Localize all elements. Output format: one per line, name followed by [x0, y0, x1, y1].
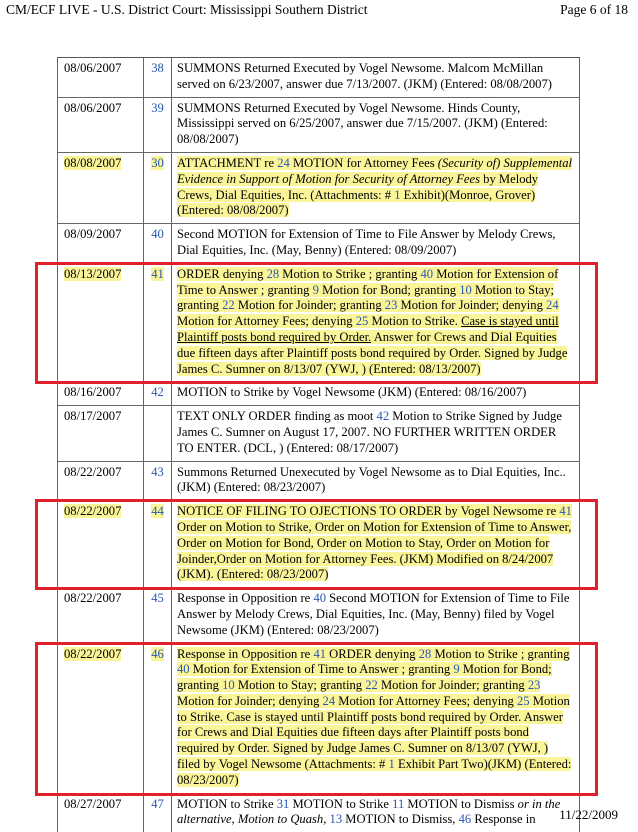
- entry-text-segment: Motion for Joinder; granting: [234, 298, 385, 313]
- docket-entry-boxed: [57, 644, 580, 794]
- entry-number-link[interactable]: 40: [144, 224, 172, 263]
- entry-text-segment: Motion for Joinder; denying: [177, 693, 323, 708]
- page-header-title: CM/ECF LIVE - U.S. District Court: Mississippi Southern District: [6, 2, 368, 17]
- entry-text-segment: Motion for Attorney Fees; denying: [177, 314, 356, 329]
- entry-date: 08/22/2007: [64, 646, 122, 661]
- docket-entry: [57, 382, 580, 406]
- entry-number-link[interactable]: 47: [144, 794, 172, 832]
- doc-link[interactable]: 9: [453, 662, 460, 677]
- entry-text-segment: Motion to Strike ; granting: [431, 646, 570, 661]
- entry-text-segment: Motion to Stay; granting: [234, 678, 366, 693]
- docket-entry: [57, 58, 580, 98]
- page-number: Page 6 of 18: [560, 2, 628, 17]
- entry-text: Summons Returned Unexecuted by Vogel Newsome as to Dial Equities, Inc.. (JKM) (Entered: 08/23/2007): [177, 464, 566, 495]
- entry-date: 08/22/2007: [58, 588, 144, 642]
- entry-text-segment: ORDER denying: [326, 646, 419, 661]
- doc-link[interactable]: 22: [222, 298, 235, 313]
- docket-entry: [57, 588, 580, 643]
- entry-text-segment: Exhibit Part Two)(JKM) (Entered: 08/23/2007): [177, 757, 572, 787]
- docket-entry-boxed: [57, 501, 580, 588]
- entry-text-segment: Motion for Bond; granting: [177, 662, 552, 693]
- entry-text-segment: Response in Opposition re: [177, 646, 314, 661]
- entry-text-segment: Motion to Strike.: [368, 314, 462, 329]
- entry-number-link[interactable]: 42: [144, 382, 172, 405]
- doc-link[interactable]: 11: [392, 796, 405, 811]
- entry-text: SUMMONS Returned Executed by Vogel Newsome. Hinds County, Mississippi served on 6/25/2007, answer due 7/15/2007. (JKM) (Entered: 08/08/2007): [177, 100, 548, 147]
- doc-link[interactable]: 24: [322, 693, 336, 708]
- doc-link[interactable]: 25: [517, 693, 530, 708]
- doc-link[interactable]: 40: [420, 266, 434, 281]
- docket-table: [57, 57, 580, 832]
- doc-link[interactable]: 22: [365, 678, 378, 693]
- doc-link[interactable]: 23: [384, 298, 398, 313]
- entry-number-link[interactable]: 38: [144, 58, 172, 97]
- doc-link[interactable]: 24: [546, 298, 559, 313]
- docket-entry: [57, 406, 580, 461]
- entry-text-segment: Motion to Strike ; granting: [279, 266, 421, 281]
- doc-link[interactable]: 9: [312, 282, 319, 297]
- doc-link[interactable]: 40: [177, 662, 190, 677]
- entry-date: 08/22/2007: [64, 504, 122, 519]
- doc-link[interactable]: 1: [388, 757, 395, 772]
- doc-link[interactable]: 31: [276, 796, 290, 811]
- entry-date: 08/17/2007: [58, 406, 144, 460]
- entry-text: ATTACHMENT re 24 MOTION for Attorney Fees (Security of) Supplemental Evidence in Support of Motion for Security of Attorney Fees by Melody Crews, Dial Equities, Inc. (Attachments: # 1 Exhibit)(Monroe, Grover) (Entered: 08/08/2007): [177, 155, 573, 218]
- docket-entry: [57, 153, 580, 224]
- doc-link[interactable]: 23: [527, 678, 541, 693]
- doc-link[interactable]: 41: [559, 504, 572, 519]
- doc-link[interactable]: 40: [313, 591, 327, 606]
- entry-text: MOTION to Strike 31 MOTION to Strike 11 MOTION to Dismiss or in the alternative, Motion to Quash, 13 MOTION to Dismiss, 46 Response in: [177, 796, 561, 827]
- doc-link[interactable]: 24: [277, 155, 290, 170]
- entry-text: SUMMONS Returned Executed by Vogel Newsome. Malcom McMillan served on 6/23/2007, answer due 7/13/2007. (JKM) (Entered: 08/08/2007): [177, 61, 552, 91]
- entry-text: ORDER denying 28 Motion to Strike ; granting 40 Motion for Extension of Time to Answer ; granting 9 Motion for Bond; granting 10 Motion to Stay; granting 22 Motion for Joinder; granting 23 Motion for Joinder; denying 24 Motion for Attorney Fees; denying 25 Motion to Strike. Case is stayed until Plaintiff posts bond required by Order. Answer for Crews and Dial Equities due fifteen days after Plaintiff posts bond required by Order. Signed by Judge James C. Sumner on 8/13/07 (YWJ, ) (Entered: 08/13/2007): [177, 266, 568, 376]
- entry-text-segment: Motion to Stay; granting: [177, 282, 555, 313]
- entry-text-segment: Motion for Bond; granting: [318, 282, 460, 297]
- entry-text: [172, 644, 579, 793]
- entry-text-segment: Motion for Extension of Time to Answer ; granting: [177, 266, 559, 297]
- entry-number-link[interactable]: 30: [151, 155, 164, 170]
- entry-text: Response in Opposition re 40 Second MOTION for Extension of Time to File Answer by Melody Crews, Dial Equities, Inc. (May, Benny) filed by Vogel Newsome (JKM) (Entered: 08/23/2007): [177, 591, 570, 637]
- entry-number-link[interactable]: 44: [151, 504, 164, 519]
- docket-entry-boxed: [57, 264, 580, 383]
- doc-link[interactable]: 1: [394, 187, 401, 202]
- entry-number-link[interactable]: 41: [151, 266, 164, 281]
- entry-text-segment: ORDER denying: [177, 266, 267, 281]
- doc-link[interactable]: 42: [376, 409, 390, 424]
- docket-entry: [57, 224, 580, 264]
- doc-link[interactable]: 10: [222, 678, 235, 693]
- entry-date: 08/06/2007: [58, 58, 144, 97]
- entry-text: Second MOTION for Extension of Time to File Answer by Melody Crews, Dial Equities, Inc. (May, Benny) (Entered: 08/09/2007): [177, 227, 556, 257]
- docket-entry: [57, 462, 580, 502]
- docket-entry: [57, 98, 580, 153]
- entry-text-segment: Motion to Strike. Case is stayed until Plaintiff posts bond required by Order. Answer for Crews and Dial Equities due fifteen days after Plaintiff posts bond required by Order. Signed by Judge James C. Sumner on 8/13/07 (YWJ, ) filed by Vogel Newsome (Attachments: #: [177, 693, 570, 772]
- entry-text: NOTICE OF FILING TO OJECTIONS TO ORDER by Vogel Newsome re 41 Order on Motion to Strike, Order on Motion for Extension of Time to Answer, Order on Motion for Bond, Order on Motion to Stay, Order on Motion for Joinder,Order on Motion for Attorney Fees. (JKM) Modified on 8/24/2007 (JKM). (Entered: 08/23/2007): [177, 504, 572, 582]
- entry-date: 08/22/2007: [58, 462, 144, 501]
- doc-link[interactable]: 28: [418, 646, 432, 661]
- entry-date: 08/13/2007: [64, 266, 122, 281]
- entry-number-link: [144, 406, 172, 460]
- doc-link[interactable]: 46: [458, 812, 472, 827]
- doc-link[interactable]: 13: [329, 812, 343, 827]
- doc-link[interactable]: 28: [266, 266, 280, 281]
- entry-date: 08/09/2007: [58, 224, 144, 263]
- entry-date: 08/06/2007: [58, 98, 144, 152]
- entry-date: 08/16/2007: [58, 382, 144, 405]
- entry-text-segment: Motion for Extension of Time to Answer ; granting: [189, 662, 454, 677]
- entry-text: TEXT ONLY ORDER finding as moot 42 Motion to Strike Signed by Judge James C. Sumner on August 17, 2007. NO FURTHER WRITTEN ORDER TO ENTER. (DCL, ) (Entered: 08/17/2007): [177, 409, 562, 455]
- entry-text: MOTION to Strike by Vogel Newsome (JKM) (Entered: 08/16/2007): [177, 385, 527, 400]
- entry-date: 08/08/2007: [64, 155, 122, 170]
- entry-text-segment: Motion for Joinder; denying: [397, 298, 547, 313]
- entry-number-link[interactable]: 45: [144, 588, 172, 642]
- print-date: 11/22/2009: [559, 807, 618, 822]
- doc-link[interactable]: 41: [313, 646, 327, 661]
- entry-number-link[interactable]: 39: [144, 98, 172, 152]
- entry-text-segment: Motion for Attorney Fees; denying: [335, 693, 517, 708]
- entry-number-link[interactable]: 46: [151, 646, 164, 661]
- entry-date: 08/27/2007: [58, 794, 144, 832]
- doc-link[interactable]: 10: [459, 282, 472, 297]
- doc-link[interactable]: 25: [355, 314, 369, 329]
- entry-text-segment: Motion for Joinder; granting: [377, 678, 528, 693]
- entry-number-link[interactable]: 43: [144, 462, 172, 501]
